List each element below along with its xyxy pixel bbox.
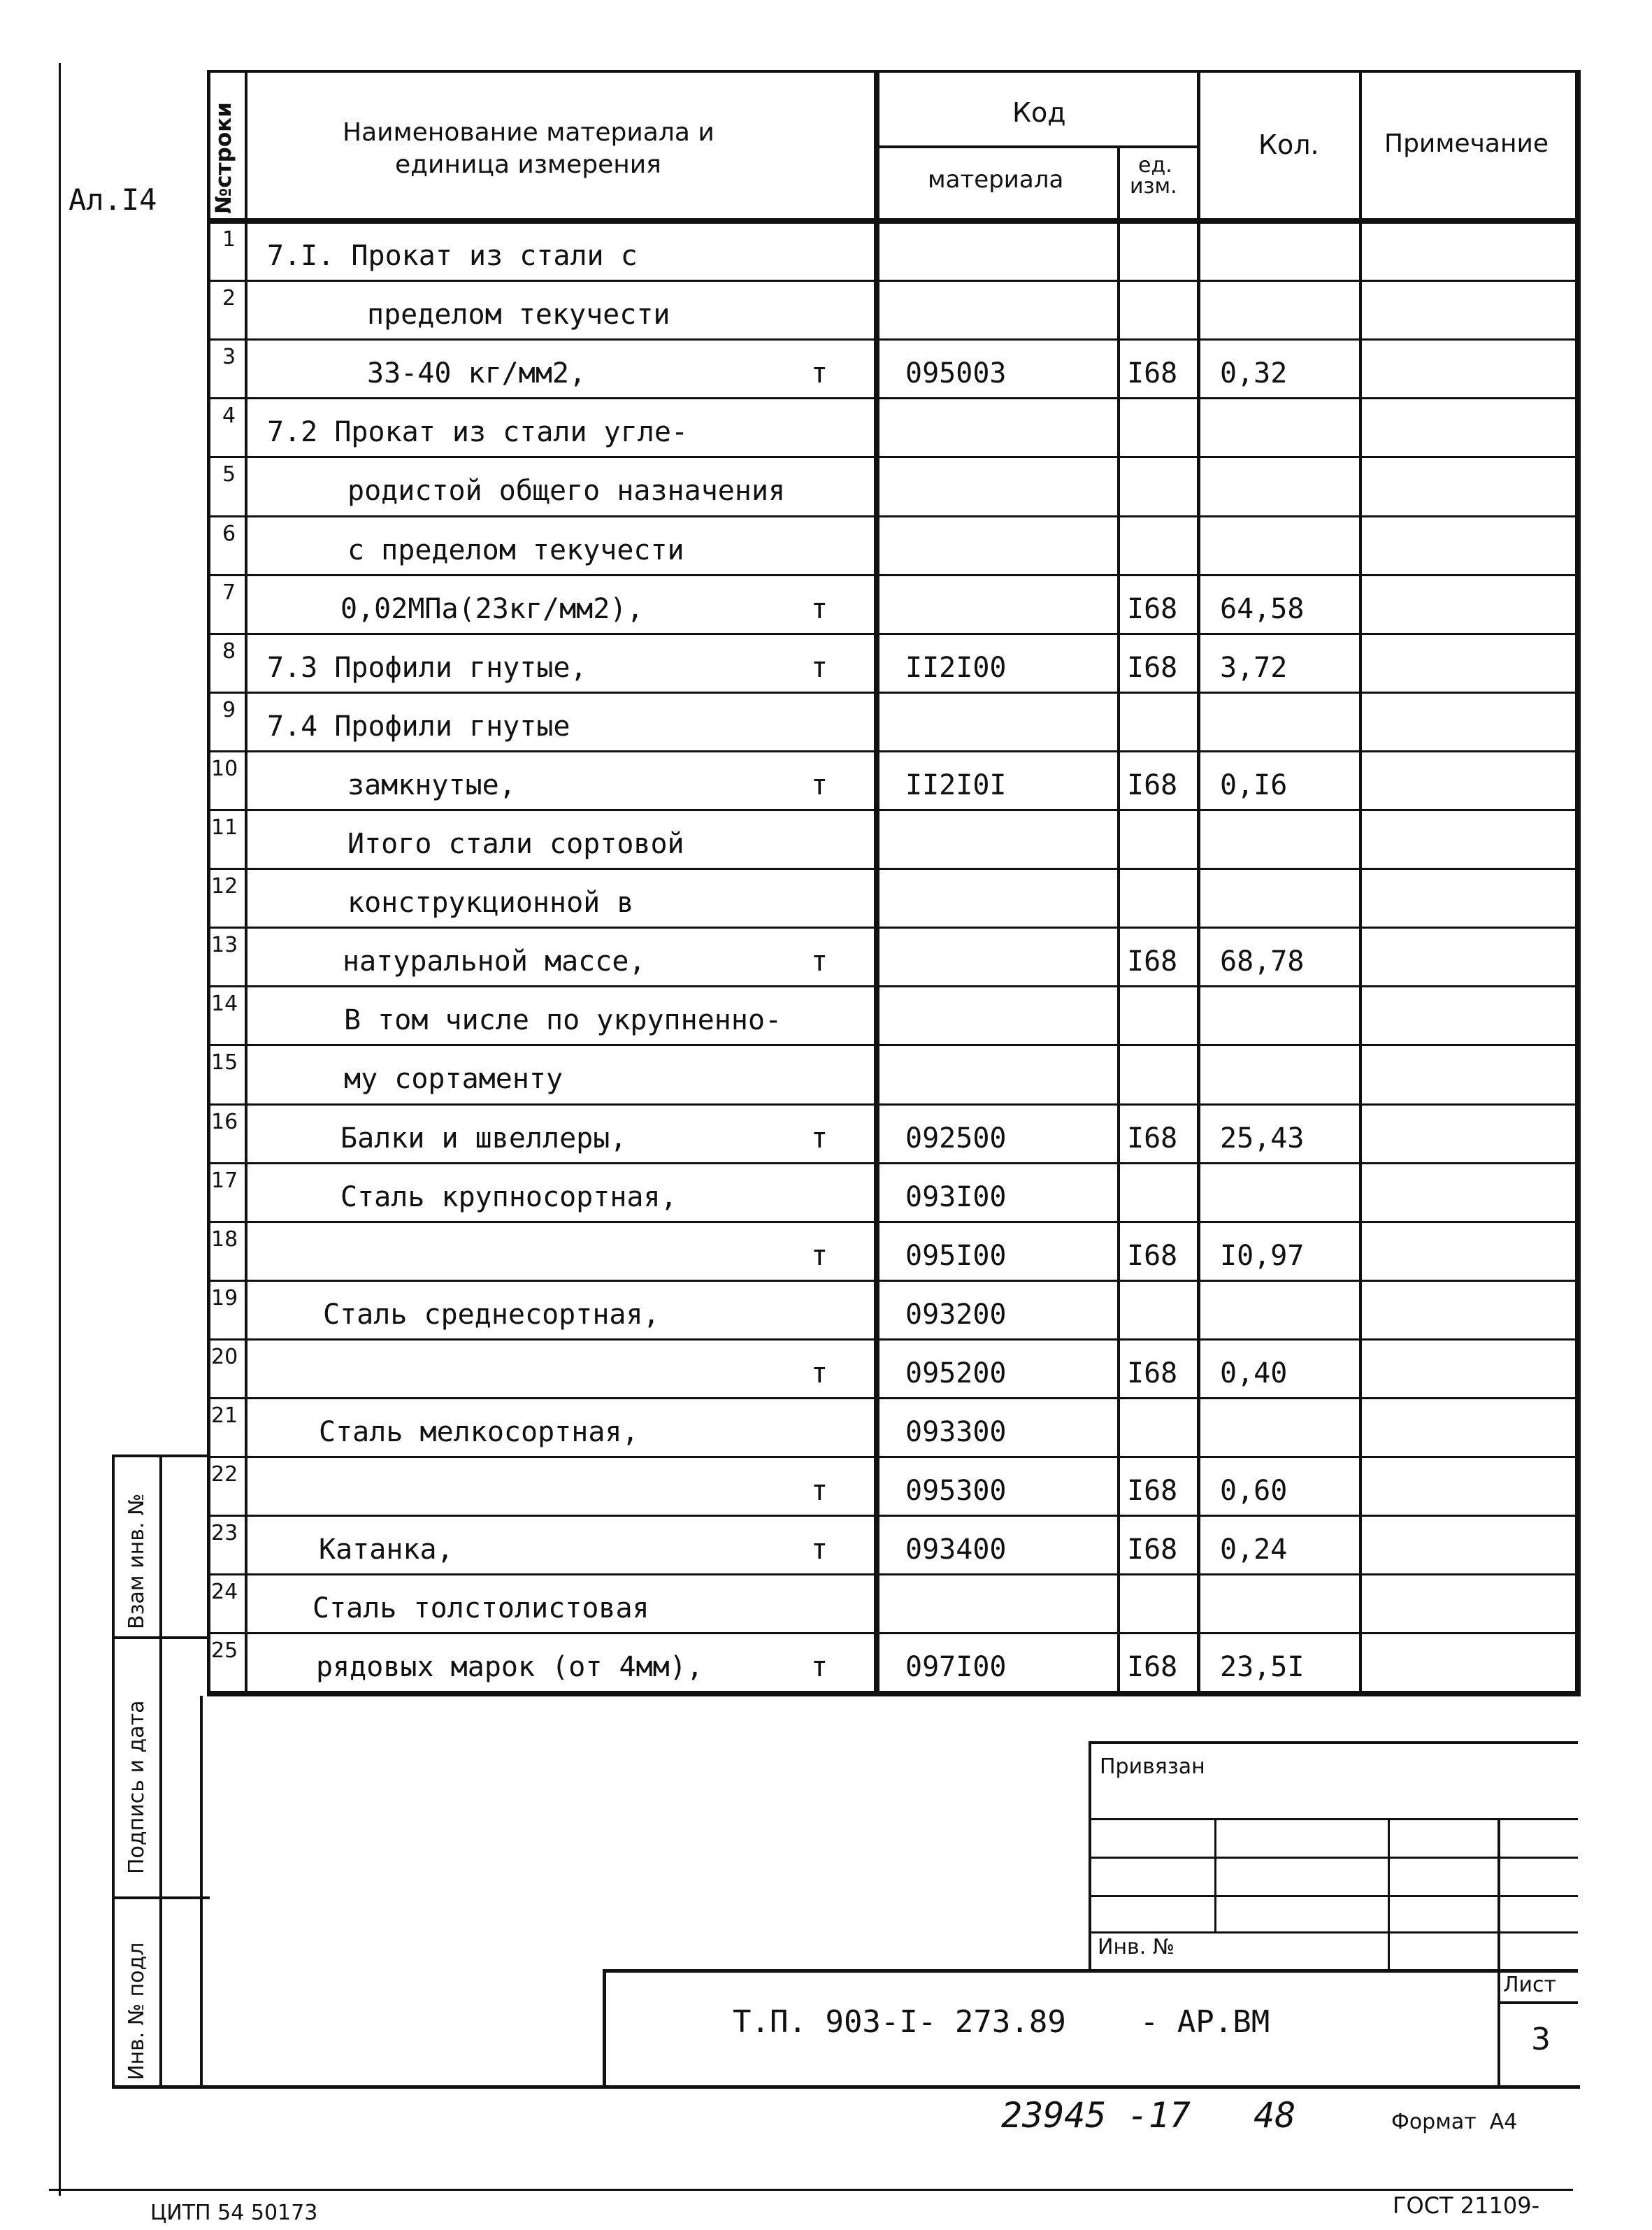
row-number: 7 bbox=[222, 580, 236, 605]
row-code: 095300 bbox=[905, 1475, 1007, 1508]
row-ed: I68 bbox=[1127, 1651, 1178, 1684]
sheet-ref: Ал.I4 bbox=[69, 183, 157, 217]
row-name: Балки и швеллеры, bbox=[340, 1122, 627, 1155]
row-ed: I68 bbox=[1127, 769, 1178, 801]
row-name: Катанка, bbox=[319, 1534, 454, 1566]
row-name: замкнутые, bbox=[347, 769, 516, 801]
side-stamp-sep1 bbox=[112, 1636, 210, 1639]
table-right-border bbox=[1575, 70, 1581, 1696]
row-separator bbox=[207, 1103, 1581, 1106]
col-divider-name bbox=[874, 70, 879, 1696]
vzam-inv-label: Взам инв. № bbox=[124, 1493, 149, 1629]
row-separator bbox=[207, 515, 1581, 517]
header-note: Примечание bbox=[1384, 129, 1549, 158]
row-number: 6 bbox=[222, 521, 236, 546]
row-name: родистой общего назначения bbox=[347, 475, 786, 508]
side-stamp-mid bbox=[159, 1454, 162, 2087]
row-separator bbox=[207, 1632, 1581, 1634]
side-stamp-right bbox=[200, 1696, 203, 2087]
row-unit: т bbox=[811, 1475, 828, 1508]
row-qty: 64,58 bbox=[1220, 592, 1305, 625]
row-qty: 0,32 bbox=[1220, 357, 1288, 390]
row-ed: I68 bbox=[1127, 1239, 1178, 1272]
row-ed: I68 bbox=[1127, 1475, 1178, 1508]
row-unit: т bbox=[811, 651, 828, 684]
row-name: 0,02МПа(23кг/мм2), bbox=[340, 592, 644, 625]
row-separator bbox=[207, 574, 1581, 576]
header-code-material: материала bbox=[928, 166, 1064, 194]
bottom-margin-line bbox=[49, 2189, 1573, 2191]
row-separator bbox=[207, 1280, 1581, 1282]
row-number: 25 bbox=[211, 1638, 238, 1664]
row-code: 097I00 bbox=[905, 1651, 1007, 1684]
row-name: В том числе по укрупненно- bbox=[344, 1004, 782, 1037]
tb-vline-c bbox=[1388, 1818, 1390, 1972]
row-number: 19 bbox=[211, 1285, 238, 1310]
row-code: 095200 bbox=[905, 1357, 1007, 1389]
tb-main-top bbox=[603, 1969, 1578, 1973]
header-row-no: №строки bbox=[211, 102, 236, 214]
row-separator bbox=[207, 633, 1581, 635]
row-separator bbox=[207, 1515, 1581, 1517]
row-code: 093300 bbox=[905, 1416, 1007, 1448]
row-qty: 0,24 bbox=[1220, 1534, 1288, 1566]
side-stamp-left bbox=[112, 1454, 115, 2087]
row-number: 8 bbox=[222, 638, 236, 664]
handwritten-number: 23945 -17 48 bbox=[1001, 2095, 1296, 2136]
row-name: 7.3 Профили гнутые, bbox=[267, 651, 587, 684]
row-separator bbox=[207, 1162, 1581, 1164]
row-qty: 25,43 bbox=[1220, 1122, 1305, 1155]
row-separator bbox=[207, 1573, 1581, 1575]
row-number: 22 bbox=[211, 1462, 238, 1487]
row-name: 7.4 Профили гнутые bbox=[267, 710, 570, 743]
row-number: 11 bbox=[211, 815, 238, 840]
row-name: Сталь мелкосортная, bbox=[319, 1416, 639, 1448]
header-code-unit-2: изм. bbox=[1130, 174, 1177, 199]
row-separator bbox=[207, 280, 1581, 282]
tb-h2 bbox=[1089, 1857, 1578, 1859]
row-name: 7.I. Прокат из стали с bbox=[267, 240, 638, 272]
row-ed: I68 bbox=[1127, 1534, 1178, 1566]
row-separator bbox=[207, 692, 1581, 694]
row-code: 093400 bbox=[905, 1534, 1007, 1566]
row-qty: 0,60 bbox=[1220, 1475, 1288, 1508]
col-divider-code bbox=[1117, 147, 1120, 1696]
tb-h1 bbox=[1089, 1818, 1578, 1820]
row-number: 4 bbox=[222, 403, 236, 429]
row-name: Сталь крупносортная, bbox=[340, 1180, 677, 1213]
row-number: 24 bbox=[211, 1580, 238, 1605]
row-unit: т bbox=[811, 357, 828, 390]
row-unit: т bbox=[811, 592, 828, 625]
row-ed: I68 bbox=[1127, 1357, 1178, 1389]
privyazan-label: Привязан bbox=[1100, 1754, 1205, 1779]
tb-vline-d bbox=[1497, 1818, 1500, 2087]
header-bottom-border bbox=[207, 218, 1581, 224]
row-code: 095003 bbox=[905, 357, 1007, 390]
row-code: II2I0I bbox=[905, 769, 1007, 801]
row-number: 17 bbox=[211, 1168, 238, 1193]
row-name: Итого стали сортовой bbox=[347, 828, 684, 860]
doc-code: Т.П. 903-I- 273.89 - АР.ВМ bbox=[733, 2004, 1270, 2040]
row-separator bbox=[207, 868, 1581, 870]
row-unit: т bbox=[811, 1534, 828, 1566]
row-separator bbox=[207, 1456, 1581, 1458]
row-number: 16 bbox=[211, 1109, 238, 1134]
format-label: Формат А4 bbox=[1391, 2110, 1518, 2134]
row-ed: I68 bbox=[1127, 357, 1178, 390]
row-unit: т bbox=[811, 1239, 828, 1272]
row-separator bbox=[207, 750, 1581, 752]
row-number: 23 bbox=[211, 1521, 238, 1546]
row-separator bbox=[207, 1221, 1581, 1223]
side-stamp-bottom bbox=[112, 2085, 1580, 2089]
row-number: 14 bbox=[211, 992, 238, 1017]
row-qty: 3,72 bbox=[1220, 651, 1288, 684]
side-stamp-top bbox=[112, 1454, 210, 1457]
row-code: 095I00 bbox=[905, 1239, 1007, 1272]
row-name: конструкционной в bbox=[347, 887, 634, 920]
row-qty: 0,I6 bbox=[1220, 769, 1288, 801]
tb-main-left bbox=[603, 1969, 606, 2088]
row-code: 092500 bbox=[905, 1122, 1007, 1155]
row-name: Сталь толстолистовая bbox=[313, 1592, 649, 1625]
row-qty: 68,78 bbox=[1220, 945, 1305, 978]
podpis-data-label: Подпись и дата bbox=[124, 1700, 149, 1874]
list-label: Лист bbox=[1503, 1973, 1557, 1997]
row-number: 15 bbox=[211, 1050, 238, 1075]
row-name: рядовых марок (от 4мм), bbox=[316, 1651, 703, 1684]
table-left-border bbox=[207, 70, 210, 1696]
row-name: натуральной массе, bbox=[343, 945, 646, 978]
row-name: му сортаменту bbox=[344, 1063, 563, 1096]
inv-no-label: Инв. № bbox=[1098, 1935, 1175, 1959]
row-name: Сталь среднесортная, bbox=[323, 1298, 660, 1331]
row-separator bbox=[207, 1397, 1581, 1399]
row-separator bbox=[207, 1044, 1581, 1046]
header-code-group: Код bbox=[1012, 97, 1066, 128]
tb-vline-b bbox=[1214, 1818, 1216, 1931]
header-code-unit-1: ед. bbox=[1138, 153, 1172, 178]
row-ed: I68 bbox=[1127, 1122, 1178, 1155]
row-code: II2I00 bbox=[905, 651, 1007, 684]
row-ed: I68 bbox=[1127, 592, 1178, 625]
row-number: 3 bbox=[222, 345, 236, 370]
tb-top bbox=[1089, 1741, 1578, 1744]
row-unit: т bbox=[811, 769, 828, 801]
row-number: 20 bbox=[211, 1344, 238, 1369]
footer-left-code: ЦИТП 54 50173 bbox=[150, 2201, 318, 2225]
list-number: 3 bbox=[1531, 2022, 1551, 2057]
row-separator bbox=[207, 985, 1581, 987]
header-name-line2: единица измерения bbox=[395, 150, 661, 179]
row-separator bbox=[207, 927, 1581, 929]
row-number: 2 bbox=[222, 286, 236, 311]
row-number: 18 bbox=[211, 1227, 238, 1252]
row-number: 21 bbox=[211, 1403, 238, 1428]
row-ed: I68 bbox=[1127, 651, 1178, 684]
tb-h4 bbox=[1089, 1931, 1578, 1934]
row-unit: т bbox=[811, 1357, 828, 1389]
header-name-line1: Наименование материала и bbox=[343, 118, 714, 147]
row-qty: 0,40 bbox=[1220, 1357, 1288, 1389]
footer-right-code: ГОСТ 21109- bbox=[1393, 2192, 1540, 2219]
row-ed: I68 bbox=[1127, 945, 1178, 978]
row-separator bbox=[207, 1338, 1581, 1341]
row-number: 1 bbox=[222, 227, 236, 252]
row-unit: т bbox=[811, 1122, 828, 1155]
col-divider-unit bbox=[1197, 70, 1200, 1696]
table-top-border bbox=[207, 70, 1581, 73]
table-bottom-border bbox=[207, 1691, 1581, 1696]
row-separator bbox=[207, 456, 1581, 458]
row-number: 10 bbox=[211, 756, 238, 781]
row-unit: т bbox=[811, 945, 828, 978]
col-divider-rownum bbox=[245, 70, 247, 1696]
row-code: 093200 bbox=[905, 1298, 1007, 1331]
tb-list-sep bbox=[1497, 2001, 1578, 2004]
row-name: с пределом текучести bbox=[347, 534, 684, 566]
row-number: 13 bbox=[211, 933, 238, 958]
tb-h3 bbox=[1089, 1895, 1578, 1897]
row-name: 33-40 кг/мм2, bbox=[367, 357, 587, 390]
row-number: 12 bbox=[211, 874, 238, 899]
row-unit: т bbox=[811, 1651, 828, 1684]
row-name: 7.2 Прокат из стали угле- bbox=[267, 416, 689, 449]
row-separator bbox=[207, 338, 1581, 341]
col-divider-qty bbox=[1359, 70, 1362, 1696]
row-qty: 23,5I bbox=[1220, 1651, 1305, 1684]
row-separator bbox=[207, 809, 1581, 811]
row-number: 5 bbox=[222, 462, 236, 487]
row-name: пределом текучести bbox=[367, 299, 670, 331]
code-subheader-line bbox=[874, 145, 1200, 148]
row-separator bbox=[207, 397, 1581, 399]
left-margin-line bbox=[59, 63, 61, 2196]
inv-podl-label: Инв. № подл bbox=[124, 1942, 149, 2080]
row-code: 093I00 bbox=[905, 1180, 1007, 1213]
side-stamp-sep2 bbox=[112, 1896, 210, 1899]
row-number: 9 bbox=[222, 697, 236, 722]
header-qty: Кол. bbox=[1258, 129, 1319, 160]
row-qty: I0,97 bbox=[1220, 1239, 1305, 1272]
